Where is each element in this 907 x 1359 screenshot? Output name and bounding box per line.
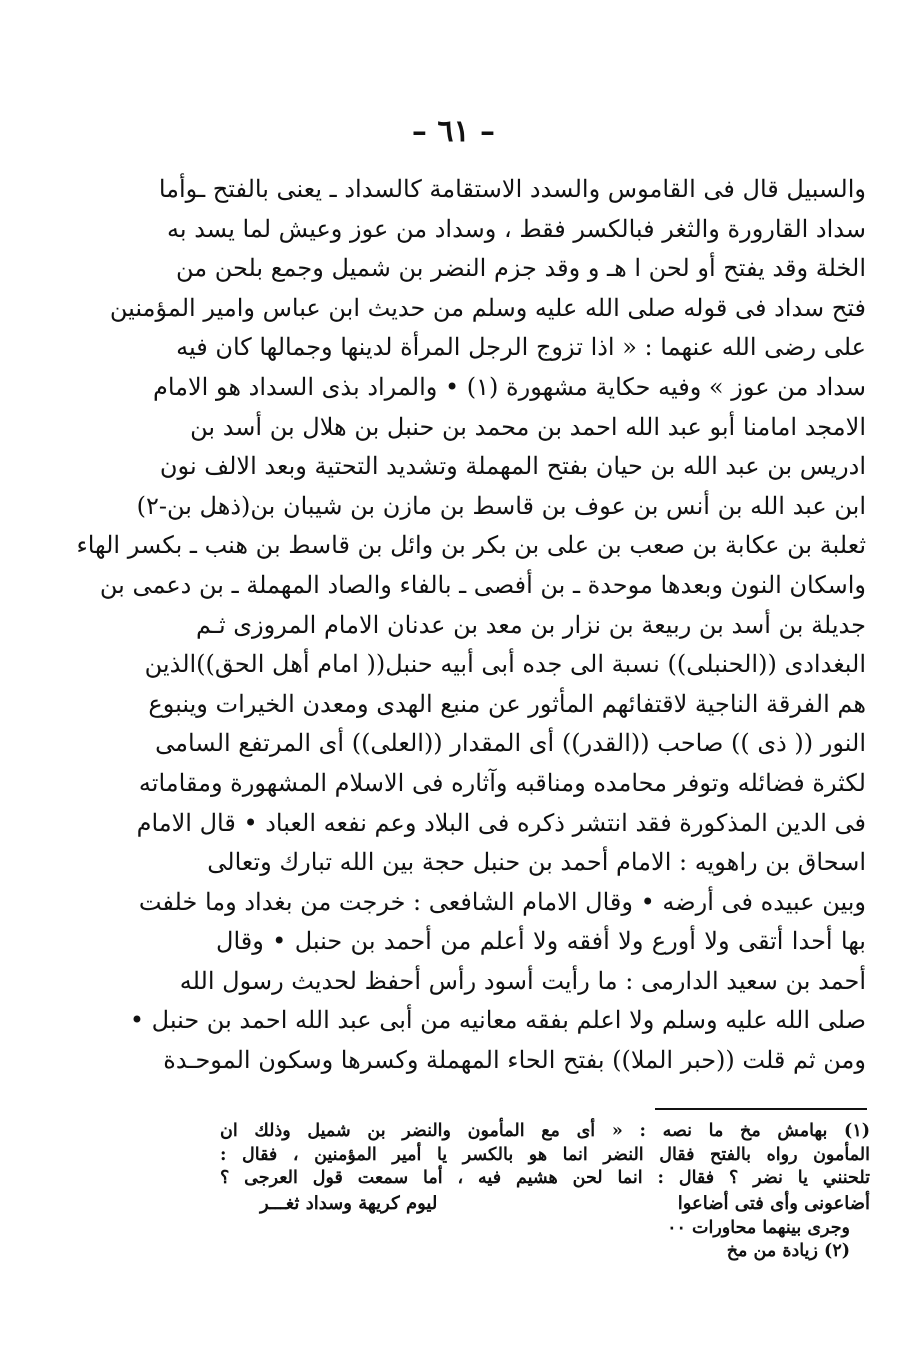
text-line: ومن ثم قلت ((حبر الملا)) بفتح الحاء المهملة وكسرها وسكون الموحـدة (163, 1046, 866, 1075)
text-line: وبين عبيده فى أرضه • وقال الامام الشافعى : خرجت من بغداد وما خلفت (138, 887, 866, 916)
page-number: – ٦١ – (411, 114, 496, 149)
text-line: على رضى الله عنهما : « اذا تزوج الرجل المرأة لدينها وجمالها كان فيه (176, 333, 866, 362)
text-line: ادريس بن عبد الله بن حيان بفتح المهملة وتشديد التحتية وبعد الالف نون (159, 452, 866, 481)
text-line: الامجد امامنا أبو عبد الله احمد بن محمد بن حنبل بن هلال بن أسد بن (190, 412, 866, 441)
footnote-line: المأمون رواه بالفتح فقال النضر انما هو بالكسر يا أمير المؤمنين ، فقال : (220, 1144, 870, 1165)
text-line: واسكان النون وبعدها موحدة ـ بن أفصى ـ بالفاء والصاد المهملة ـ بن دعمى بن (99, 570, 866, 599)
text-line: فتح سداد فى قوله صلى الله عليه وسلم من حديث ابن عباس وامير المؤمنين (109, 293, 866, 322)
text-line: هم الفرقة الناجية لاقتفائهم المأثور عن منبع الهدى ومعدن الخيرات وينبوع (148, 689, 866, 718)
text-line: ابن عبد الله بن أنس بن عوف بن قاسط بن مازن بن شيبان بن(ذهل بن-٢) (136, 491, 866, 520)
text-line: بها أحدا أتقى ولا أورع ولا أفقه ولا أعلم من أحمد بن حنبل • وقال (216, 927, 866, 956)
text-line: فى الدين المذكورة فقد انتشر ذكره فى البلاد وعم نفعه العباد • قال الامام (136, 808, 866, 837)
text-line: والسبيل قال فى القاموس والسدد الاستقامة كالسداد ـ يعنى بالفتح ـوأما (158, 175, 866, 203)
text-line: صلى الله عليه وسلم ولا اعلم بفقه معانيه من أبى عبد الله احمد بن حنبل • (129, 1006, 866, 1035)
text-line: النور (( ذى )) صاحب ((القدر)) أى المقدار ((العلى)) أى المرتفع السامى (155, 729, 866, 758)
footnote-divider (655, 1108, 867, 1110)
text-line: سداد من عوز » وفيه حكاية مشهورة (١) • والمراد بذى السداد هو الامام (152, 372, 866, 401)
footnote-line: تلحنني يا نضر ؟ فقال : انما لحن هشيم فيه ، أما سمعت قول العرجى ؟ (220, 1168, 870, 1189)
text-line: البغدادى ((الحنبلى)) نسبة الى جده أبى أبيه حنبل(( امام أهل الحق))الذين (144, 650, 866, 679)
text-line: اسحاق بن راهويه : الامام أحمد بن حنبل حجة بين الله تبارك وتعالى (207, 848, 866, 877)
verse-first-hemistich: أضاعونى وأى فتى أضاعوا (677, 1192, 870, 1214)
text-line: جديلة بن أسد بن ربيعة بن نزار بن معد بن عدنان الامام المروزى ثـم (195, 610, 866, 639)
text-line: سداد القارورة والثغر فبالكسر فقط ، وسداد من عوز وعيش لما يسد به (167, 214, 866, 243)
footnote-verse (220, 1191, 870, 1217)
text-line: ثعلبة بن عكابة بن صعب بن على بن بكر بن وائل بن قاسط بن هنب ـ بكسر الهاء (76, 531, 866, 560)
verse-second-hemistich: ليوم كريهة وسداد ثغـــر (260, 1192, 438, 1214)
footnote-line: (١) بهامش مخ ما نصه : « أى مع المأمون والنضر بن شميل وذلك ان (220, 1121, 870, 1141)
text-line: لكثرة فضائله وتوفر محامده ومناقبه وآثاره فى الاسلام المشهورة ومقاماته (138, 768, 866, 797)
footnote-note-2: (٢) زيادة من مخ (726, 1241, 850, 1262)
text-line: الخلة وقد يفتح أو لحن ا هـ و وقد جزم النضر بن شميل وجمع بلحن من (175, 254, 866, 283)
footnotes (220, 1120, 870, 1264)
main-text (76, 170, 866, 1081)
footnote-line: وجرى بينهما محاورات ٠٠ (667, 1217, 850, 1238)
text-line: أحمد بن سعيد الدارمى : ما رأيت أسود رأس أحفظ لحديث رسول الله (179, 966, 866, 995)
